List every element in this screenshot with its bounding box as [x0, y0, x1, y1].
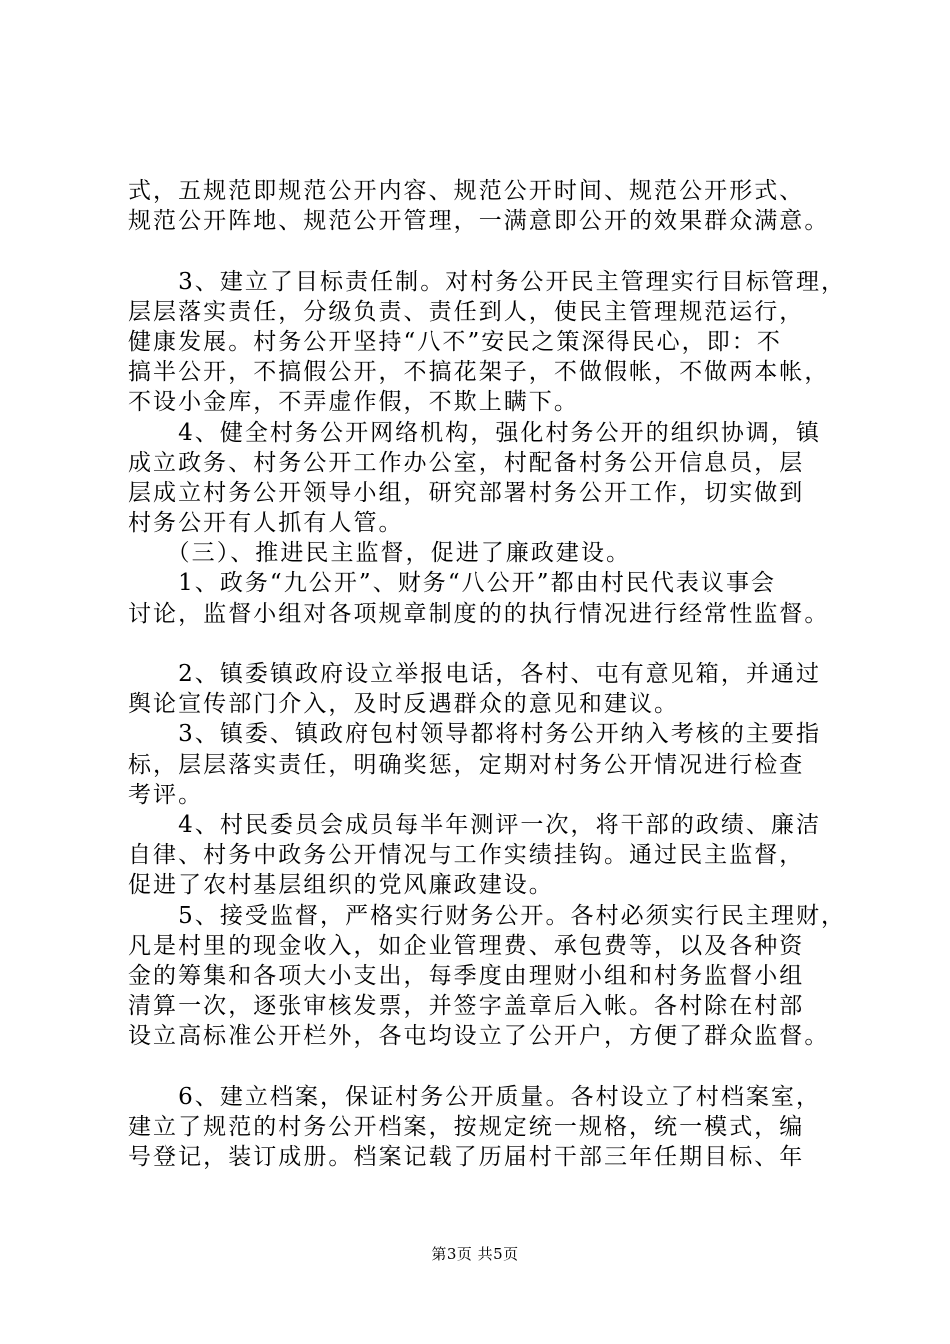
text-line: 不设小金库，不弄虚作假，不欺上瞒下。 — [128, 389, 579, 416]
text-line: 讨论，监督小组对各项规章制度的的执行情况进行经常性监督。 — [128, 600, 830, 627]
document-body — [128, 176, 850, 1172]
text-line: 金的筹集和各项大小支出，每季度由理财小组和村务监督小组 — [128, 962, 805, 989]
text-line: 成立政务、村务公开工作办公室，村配备村务公开信息员，层 — [128, 449, 805, 476]
text-line: 层成立村务公开领导小组，研究部署村务公开工作，切实做到 — [128, 479, 805, 506]
text-line: 层层落实责任，分级负责、责任到人，使民主管理规范运行， — [128, 298, 805, 325]
text-line: 凡是村里的现金收入，如企业管理费、承包费等，以及各种资 — [128, 932, 805, 959]
text-line: 清算一次，逐张审核发票，并签字盖章后入帐。各村除在村部 — [128, 993, 805, 1020]
text-line: 4、村民委员会成员每半年测评一次，将干部的政绩、廉洁 — [128, 811, 822, 838]
text-line: 3、镇委、镇政府包村领导都将村务公开纳入考核的主要指 — [128, 721, 822, 748]
text-line: 搞半公开，不搞假公开，不搞花架子，不做假帐，不做两本帐， — [128, 359, 830, 386]
text-line: 2、镇委镇政府设立举报电话，各村、屯有意见箱，并通过 — [128, 661, 822, 687]
text-line: 号登记，装订成册。档案记载了历届村干部三年任期目标、年 — [128, 1144, 805, 1170]
text-line: 健康发展。村务公开坚持“八不”安民之策深得民心，即：不 — [128, 328, 782, 355]
text-line: 式，五规范即规范公开内容、规范公开时间、规范公开形式、 — [128, 178, 805, 204]
text-line: 村务公开有人抓有人管。 — [128, 510, 404, 537]
text-line: 5、接受监督，严格实行财务公开。各村必须实行民主理财， — [128, 902, 847, 929]
text-line: 舆论宣传部门介入，及时反遇群众的意见和建议。 — [128, 691, 680, 718]
text-line: 6、建立档案，保证村务公开质量。各村设立了村档案室， — [128, 1083, 822, 1110]
paragraph-gap — [128, 1051, 850, 1081]
text-line: 4、健全村务公开网络机构，强化村务公开的组织协调，镇 — [128, 419, 822, 446]
paragraph-gap — [128, 236, 850, 266]
text-line: 标，层层落实责任，明确奖惩，定期对村务公开情况进行检查 — [128, 751, 805, 778]
text-line: （三）、推进民主监督，促进了廉政建设。 — [128, 540, 632, 567]
text-line: 设立高标准公开栏外，各屯均设立了公开户，方便了群众监督。 — [128, 1023, 830, 1050]
text-line: 3、建立了目标责任制。对村务公开民主管理实行目标管理， — [128, 268, 847, 295]
page-footer: 第3页 共5页 — [431, 1245, 519, 1263]
text-line: 规范公开阵地、规范公开管理，一满意即公开的效果群众满意。 — [128, 208, 830, 235]
text-line: 考评。 — [128, 781, 204, 808]
text-line: 建立了规范的村务公开档案，按规定统一规格，统一模式，编 — [128, 1113, 805, 1140]
paragraph-gap — [128, 629, 850, 659]
text-line: 自律、村务中政务公开情况与工作实绩挂钩。通过民主监督， — [128, 842, 805, 869]
text-line: 1、政务“九公开”、财务“八公开”都由村民代表议事会 — [128, 570, 777, 597]
text-line: 促进了农村基层组织的党风廉政建设。 — [128, 872, 554, 899]
